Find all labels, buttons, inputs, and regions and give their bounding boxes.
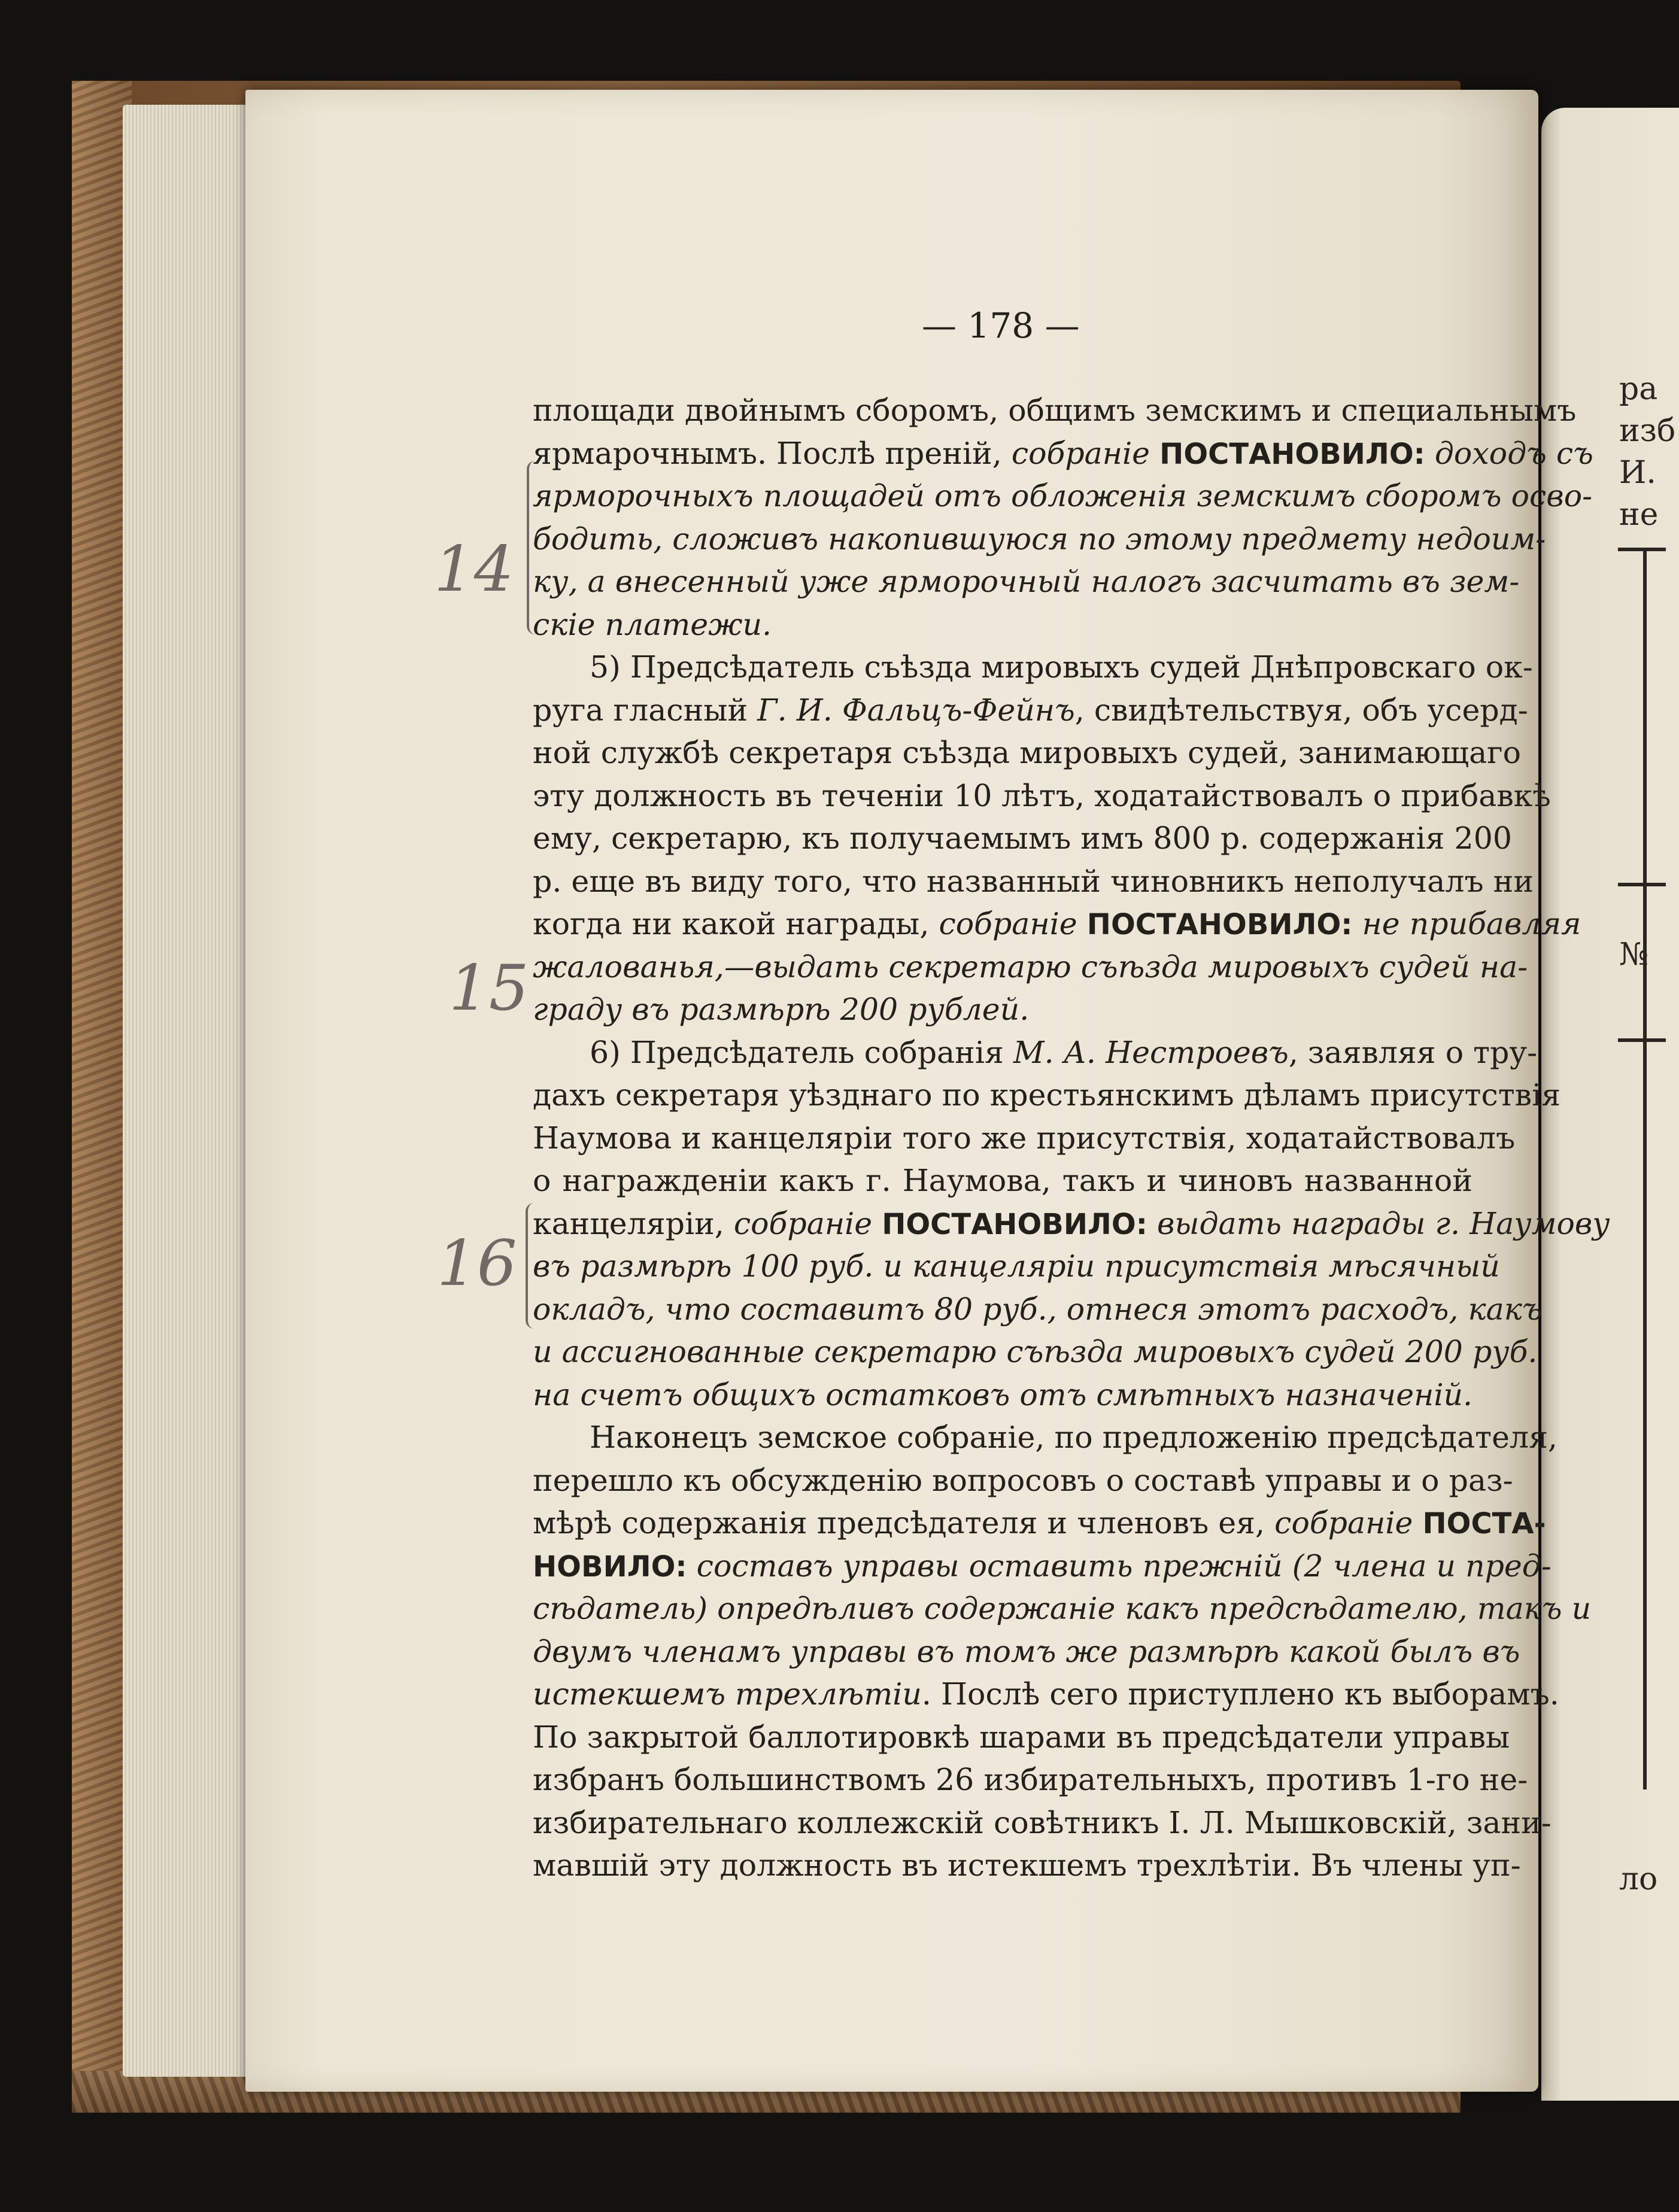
text-run: р. еще въ виду того, что названный чиновникъ неполучалъ ни <box>533 863 1534 899</box>
italic-text: Г. И. Фальцъ-Фейнъ <box>757 692 1075 728</box>
italic-text: собраніе <box>1274 1505 1413 1540</box>
text-line <box>533 1159 1472 1202</box>
decision-keyword: НОВИЛО: <box>533 1549 687 1584</box>
text-line <box>533 432 1593 475</box>
facing-page-fragment: ра <box>1619 371 1658 407</box>
text-run: , заявляя о тру- <box>1288 1034 1538 1070</box>
text-run: эту должность въ теченіи 10 лѣтъ, ходатайствовалъ о прибавкѣ <box>533 777 1551 813</box>
body-text <box>533 389 1610 1887</box>
decision-keyword: ПОСТАНОВИЛО: <box>1159 437 1425 471</box>
margin-note: 14 <box>434 533 514 606</box>
text-run <box>1147 1206 1157 1241</box>
text-run: . Послѣ сего приступлено къ выборамъ. <box>921 1676 1559 1712</box>
italic-text: собраніе <box>1011 435 1150 471</box>
italic-text: ку, а внесенный уже ярморочный налогъ засчитать въ зем- <box>533 564 1520 599</box>
text-run: мавшій эту должность въ истекшемъ трехлѣтіи. Въ члены уп- <box>533 1848 1521 1883</box>
text-line <box>533 560 1520 603</box>
text-run <box>1352 906 1362 941</box>
text-line <box>533 988 1472 1031</box>
text-line <box>533 1374 1472 1417</box>
text-line <box>533 1288 1543 1331</box>
text-line <box>533 389 1577 432</box>
text-run: руга гласный <box>533 692 758 728</box>
text-line <box>533 860 1534 903</box>
page-number: — 178 — <box>922 305 1080 346</box>
text-line <box>533 1245 1500 1288</box>
italic-text: собраніе <box>733 1205 873 1241</box>
text-line <box>533 1330 1538 1374</box>
text-line <box>533 518 1546 561</box>
italic-text: доходъ съ <box>1434 435 1593 471</box>
text-run: когда ни какой награды, <box>533 906 939 941</box>
text-line <box>533 1117 1516 1160</box>
italic-text: скіе платежи. <box>533 606 772 642</box>
text-run: избранъ большинствомъ 26 избирательныхъ, противъ 1-го не- <box>533 1762 1528 1797</box>
text-line <box>533 1801 1552 1845</box>
text-line <box>533 475 1593 518</box>
decision-keyword: ПОСТА- <box>1422 1507 1546 1540</box>
text-line <box>533 1587 1592 1630</box>
margin-note: 15 <box>449 952 529 1025</box>
text-run: Наконецъ земское собраніе, по предложенію предсѣдателя, <box>590 1420 1557 1455</box>
facing-page-rule <box>1618 548 1666 551</box>
text-line <box>533 1502 1546 1545</box>
italic-text: бодить, сложивъ накопившуюся по этому предмету недоим- <box>533 521 1546 557</box>
text-run: избирательнаго коллежскій совѣтникъ І. Л. Мышковскій, зани- <box>533 1804 1552 1840</box>
italic-text: на счетъ общихъ остатковъ отъ смѣтныхъ назначеній. <box>533 1377 1473 1412</box>
text-line <box>533 1074 1561 1117</box>
facing-page-fragment: № <box>1619 937 1649 973</box>
text-run: площади двойнымъ сборомъ, общимъ земскимъ и специальнымъ <box>533 393 1577 428</box>
text-line <box>533 1844 1521 1887</box>
italic-text: истекшемъ трехлѣтіи <box>533 1676 922 1712</box>
text-line <box>533 1202 1610 1245</box>
text-run <box>1077 906 1087 941</box>
italic-text: выдать награды г. Наумову <box>1156 1205 1610 1241</box>
facing-page-fragment: не <box>1619 497 1659 533</box>
text-run: ему, секретарю, къ получаемымъ имъ 800 р. содержанія 200 <box>533 821 1512 856</box>
text-run: , свидѣтельствуя, объ усерд- <box>1074 692 1528 728</box>
italic-text: окладъ, что составитъ 80 руб., отнеся этотъ расходъ, какъ <box>533 1291 1543 1327</box>
text-line <box>533 1758 1528 1801</box>
text-run: Наумова и канцеляріи того же присутствія, ходатайствовалъ <box>533 1120 1516 1156</box>
italic-text: жалованья,—выдать секретарю съѣзда мировыхъ судей на- <box>533 949 1528 985</box>
decision-keyword: ПОСТАНОВИЛО: <box>882 1207 1147 1241</box>
text-line <box>533 774 1551 818</box>
text-run: ной службѣ секретаря съѣзда мировыхъ судей, занимающаго <box>533 735 1522 770</box>
text-run: мѣрѣ содержанія предсѣдателя и членовъ ея, <box>533 1505 1275 1540</box>
text-line <box>533 903 1581 946</box>
margin-note: 16 <box>437 1227 517 1300</box>
text-run: о награжденіи какъ г. Наумова, такъ и чиновъ названной <box>533 1163 1472 1198</box>
text-line <box>533 1031 1538 1074</box>
text-line <box>533 946 1528 989</box>
text-line <box>533 1459 1513 1502</box>
italic-text: въ размѣрѣ 100 руб. и канцеляріи присутствія мѣсячный <box>533 1248 1500 1284</box>
italic-text: граду въ размѣрѣ 200 рублей. <box>533 992 1030 1027</box>
text-run: перешло къ обсужденію вопросовъ о составѣ управы и о раз- <box>533 1462 1513 1498</box>
italic-text: двумъ членамъ управы въ томъ же размѣрѣ какой былъ въ <box>533 1633 1520 1669</box>
italic-text: сѣдатель) опредѣливъ содержаніе какъ предсѣдателю, такъ и <box>533 1591 1592 1626</box>
text-line <box>533 1416 1557 1459</box>
facing-page-fragment: И. <box>1619 455 1656 491</box>
text-run <box>1150 436 1159 471</box>
text-run: 6) Предсѣдатель собранія <box>590 1034 1013 1070</box>
text-run: канцеляріи, <box>533 1205 734 1241</box>
text-run <box>687 1548 697 1584</box>
text-run: По закрытой баллотировкѣ шарами въ предсѣдатели управы <box>533 1719 1510 1755</box>
facing-page-rule <box>1618 883 1666 886</box>
text-line <box>533 1630 1520 1673</box>
italic-text: М. А. Нестроевъ <box>1013 1034 1289 1070</box>
text-run <box>1425 436 1435 471</box>
italic-text: ярморочныхъ площадей отъ обложенія земскимъ сборомъ осво- <box>533 478 1593 514</box>
text-line <box>533 646 1533 689</box>
decision-keyword: ПОСТАНОВИЛО: <box>1086 908 1353 941</box>
text-line <box>533 817 1512 860</box>
facing-page-table-rule <box>1643 551 1647 1789</box>
facing-page-fragment: изб <box>1619 413 1676 449</box>
text-run: дахъ секретаря уѣзднаго по крестьянскимъ дѣламъ присутствія <box>533 1077 1561 1113</box>
text-line <box>533 1716 1510 1759</box>
text-line <box>533 1545 1552 1588</box>
italic-text: собраніе <box>939 906 1077 941</box>
text-run: 5) Предсѣдатель съѣзда мировыхъ судей Днѣпровскаго ок- <box>590 649 1533 685</box>
text-run <box>872 1206 882 1241</box>
text-run: ярмарочнымъ. Послѣ преній, <box>533 435 1012 471</box>
text-line <box>533 731 1522 774</box>
text-run <box>1413 1505 1422 1540</box>
text-line <box>533 603 1472 646</box>
text-line <box>533 1673 1559 1716</box>
facing-page-rule <box>1618 1038 1666 1042</box>
italic-text: не прибавляя <box>1362 906 1581 941</box>
text-line <box>533 689 1528 732</box>
facing-page-fragment: ло <box>1619 1861 1658 1897</box>
italic-text: составъ управы оставить прежній (2 члена и пред- <box>696 1548 1552 1584</box>
italic-text: и ассигнованные секретарю съѣзда мировыхъ судей 200 руб. <box>533 1334 1538 1369</box>
